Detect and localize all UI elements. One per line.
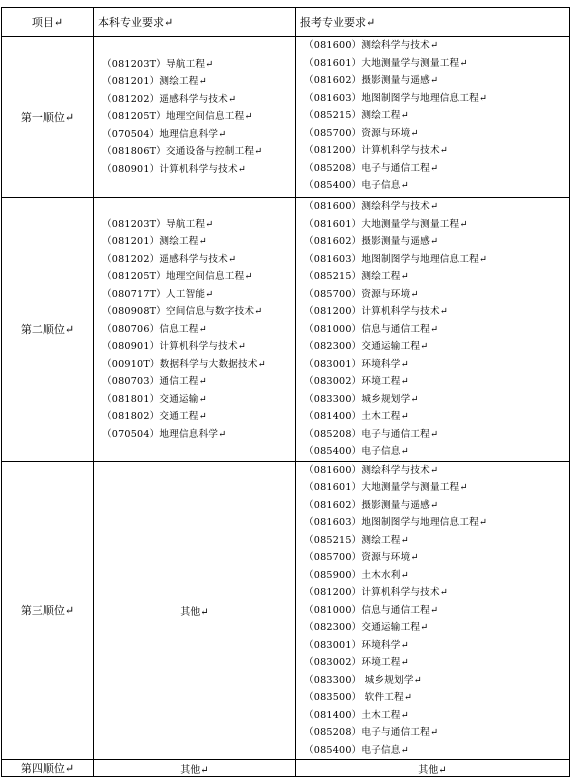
- rank-label: 第一顺位↵: [2, 37, 94, 198]
- header-undergrad-major: 本科专业要求↵: [94, 8, 296, 37]
- rank-row-2: [2, 198, 570, 462]
- major-entry: （081602）摄影测量与遥感↵: [304, 236, 439, 247]
- exam-major-list: [296, 198, 570, 462]
- header-exam-major: 报考专业要求↵: [296, 8, 570, 37]
- major-entry: （070504）地理信息科学↵: [102, 428, 227, 440]
- major-entry: （085400）电子信息↵: [304, 180, 409, 191]
- major-entry: （081202）遥感科学与技术↵: [102, 93, 237, 105]
- major-entry: （085208）电子与通信工程↵: [304, 162, 439, 174]
- major-entry: （085400）电子信息↵: [304, 446, 409, 457]
- undergrad-major-list: [94, 198, 296, 462]
- major-entry: （081600）测绘科学与技术↵: [304, 40, 439, 51]
- major-entry: （081201）测绘工程↵: [102, 76, 207, 88]
- major-entry: （081200）计算机科学与技术↵: [304, 587, 448, 598]
- major-entry: （080901）计算机科学与技术↵: [102, 341, 246, 352]
- major-entry: （080908T）空间信息与数字技术↵: [102, 306, 263, 317]
- major-entry: （081806T）交通设备与控制工程↵: [102, 146, 263, 158]
- exam-major-list: [296, 37, 570, 198]
- major-entry: （080717T）人工智能↵: [102, 288, 214, 300]
- exam-other: 其他↵: [296, 760, 570, 777]
- major-entry: （083001）环境科学↵: [304, 639, 409, 651]
- major-entry: （081601）大地测量学与测量工程↵: [304, 218, 468, 230]
- major-entry: （083001）环境科学↵: [304, 358, 409, 370]
- major-entry: （081602）摄影测量与遥感↵: [304, 75, 439, 86]
- major-entry: （081801）交通运输↵: [102, 393, 207, 405]
- major-entry: （082300）交通运输工程↵: [304, 341, 429, 352]
- major-entry: （085700）资源与环境↵: [304, 288, 419, 300]
- major-entry: （083500） 软件工程↵: [304, 692, 413, 703]
- major-entry: （081603）地图制图学与地理信息工程↵: [304, 92, 488, 104]
- rank-label: 第四顺位↵: [2, 760, 94, 777]
- undergrad-other: 其他↵: [94, 760, 296, 777]
- rank-row-3: [2, 461, 570, 760]
- major-entry: （081600）测绘科学与技术↵: [304, 464, 439, 476]
- major-entry: （081400）土木工程↵: [304, 709, 409, 721]
- major-entry: （085700）资源与环境↵: [304, 552, 419, 563]
- major-entry: （081601）大地测量学与测量工程↵: [304, 57, 468, 69]
- major-entry: （081603）地图制图学与地理信息工程↵: [304, 253, 488, 265]
- major-entry: （081205T）地理空间信息工程↵: [102, 111, 253, 123]
- undergrad-major-list: [94, 37, 296, 198]
- major-entry: （081203T）导航工程↵: [102, 58, 214, 70]
- major-entry: （080901）计算机科学与技术↵: [102, 163, 246, 175]
- major-entry: （070504）地理信息科学↵: [102, 128, 227, 140]
- major-entry: （081202）遥感科学与技术↵: [102, 253, 237, 265]
- major-entry: （083300）城乡规划学↵: [304, 393, 419, 405]
- rank-row-1: [2, 37, 570, 198]
- major-entry: （083002）环境工程↵: [304, 376, 409, 387]
- major-entry: （081802）交通工程↵: [102, 411, 207, 422]
- major-entry: （080706）信息工程↵: [102, 323, 207, 335]
- requirements-table: [1, 7, 570, 777]
- rank-row-4: [2, 760, 570, 777]
- major-entry: （085215）测绘工程↵: [304, 534, 409, 546]
- undergrad-other: 其他↵: [94, 461, 296, 760]
- header-row: [2, 8, 570, 37]
- major-entry: （080703）通信工程↵: [102, 376, 207, 387]
- major-entry: （085215）测绘工程↵: [304, 271, 409, 282]
- major-entry: （085400）电子信息↵: [304, 744, 409, 756]
- major-entry: （081602）摄影测量与遥感↵: [304, 499, 439, 511]
- major-entry: （085215）测绘工程↵: [304, 110, 409, 121]
- major-entry: （085900）土木水利↵: [304, 569, 409, 581]
- major-entry: （081200）计算机科学与技术↵: [304, 306, 448, 317]
- major-entry: （081000）信息与通信工程↵: [304, 323, 439, 335]
- major-entry: （081600）测绘科学与技术↵: [304, 201, 439, 212]
- major-entry: （083300） 城乡规划学↵: [304, 674, 422, 686]
- major-entry: （082300）交通运输工程↵: [304, 622, 429, 633]
- major-entry: （00910T）数据科学与大数据技术↵: [102, 358, 266, 370]
- major-entry: （081603）地图制图学与地理信息工程↵: [304, 517, 488, 528]
- major-entry: （085700）资源与环境↵: [304, 127, 419, 139]
- rank-label: 第二顺位↵: [2, 198, 94, 462]
- major-entry: （085208）电子与通信工程↵: [304, 727, 439, 738]
- major-entry: （081601）大地测量学与测量工程↵: [304, 482, 468, 493]
- major-entry: （081203T）导航工程↵: [102, 218, 214, 230]
- header-item: 项目↵: [2, 8, 94, 37]
- major-entry: （085208）电子与通信工程↵: [304, 428, 439, 440]
- exam-major-list: [296, 461, 570, 760]
- rank-label: 第三顺位↵: [2, 461, 94, 760]
- major-entry: （081201）测绘工程↵: [102, 236, 207, 247]
- major-entry: （081000）信息与通信工程↵: [304, 604, 439, 616]
- major-entry: （083002）环境工程↵: [304, 657, 409, 668]
- major-entry: （081400）土木工程↵: [304, 411, 409, 422]
- major-entry: （081205T）地理空间信息工程↵: [102, 271, 253, 282]
- major-entry: （081200）计算机科学与技术↵: [304, 145, 448, 156]
